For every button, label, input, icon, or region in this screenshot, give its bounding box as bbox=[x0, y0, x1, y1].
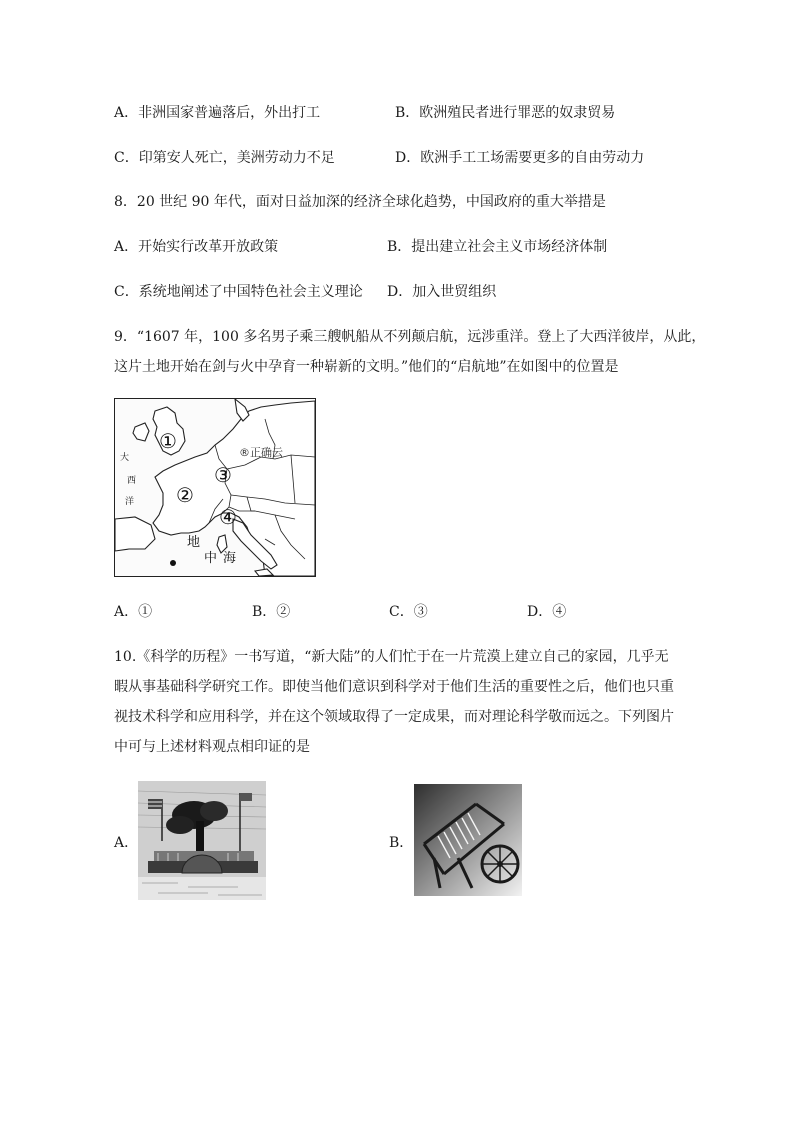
q9-option-d: D．④ bbox=[527, 604, 567, 620]
ireland-shape bbox=[133, 423, 149, 441]
q10-stem-line-1: 10.《科学的历程》一书写道，“新大陆”的人们忙于在一片荒漠上建立自己的家园，几乎无 bbox=[114, 649, 669, 665]
q8-option-b: B．提出建立社会主义市场经济体制 bbox=[387, 239, 608, 255]
q9-option-b: B．② bbox=[252, 604, 291, 620]
map-watermark: ®正确云 bbox=[239, 446, 283, 459]
map-label-zhong: 中 bbox=[204, 551, 218, 566]
q9-option-c: C．③ bbox=[389, 604, 428, 620]
q8-option-c: C．系统地阐述了中国特色社会主义理论 bbox=[114, 284, 363, 300]
q10-option-b: B． bbox=[389, 835, 414, 851]
q7-option-d: D．欧洲手工工场需要更多的自由劳动力 bbox=[395, 150, 645, 166]
q8-stem: 8．20 世纪 90 年代，面对日益加深的经济全球化趋势，中国政府的重大举措是 bbox=[114, 194, 606, 210]
map-marker-1: ① bbox=[159, 429, 177, 453]
spinning-machine-picture bbox=[414, 784, 522, 896]
map-marker-2: ② bbox=[176, 483, 194, 507]
q9-option-a: A．① bbox=[114, 604, 153, 620]
denmark-shape bbox=[235, 399, 249, 421]
map-marker-3: ③ bbox=[214, 463, 232, 487]
map-island-dot bbox=[170, 560, 176, 566]
map-label-da: 大 bbox=[120, 453, 130, 463]
q9-stem-line-2: 这片土地开始在剑与火中孕育一种崭新的文明。”他们的“启航地”在如图中的位置是 bbox=[114, 359, 619, 375]
iberia-shape bbox=[115, 517, 155, 551]
q10-stem-line-3: 视技术科学和应用科学，并在这个领域取得了一定成果，而对理论科学敬而远之。下列图片 bbox=[114, 709, 674, 725]
map-label-hai: 海 bbox=[223, 551, 237, 566]
steamboat-picture bbox=[138, 781, 266, 900]
q10-option-a: A． bbox=[114, 835, 139, 851]
q8-option-d: D．加入世贸组织 bbox=[387, 284, 497, 300]
q9-stem-line-1: 9．“1607 年，100 多名男子乘三艘帆船从不列颠启航，远涉重洋。登上了大西洋彼岸，从此， bbox=[114, 329, 706, 345]
map-label-di: 地 bbox=[187, 535, 201, 550]
q10-stem-line-4: 中可与上述材料观点相印证的是 bbox=[114, 739, 310, 755]
map-marker-4: ④ bbox=[219, 505, 237, 529]
map-label-xi: 西 bbox=[127, 476, 137, 486]
europe-map bbox=[114, 398, 316, 577]
q8-option-a: A．开始实行改革开放政策 bbox=[114, 239, 279, 255]
q10-stem-line-2: 暇从事基础科学研究工作。即使当他们意识到科学对于他们生活的重要性之后，他们也只重 bbox=[114, 679, 674, 695]
q7-option-a: A．非洲国家普遍落后，外出打工 bbox=[114, 105, 321, 121]
map-label-yang: 洋 bbox=[125, 497, 135, 507]
q7-option-c: C．印第安人死亡，美洲劳动力不足 bbox=[114, 150, 335, 166]
q7-option-b: B．欧洲殖民者进行罪恶的奴隶贸易 bbox=[395, 105, 616, 121]
